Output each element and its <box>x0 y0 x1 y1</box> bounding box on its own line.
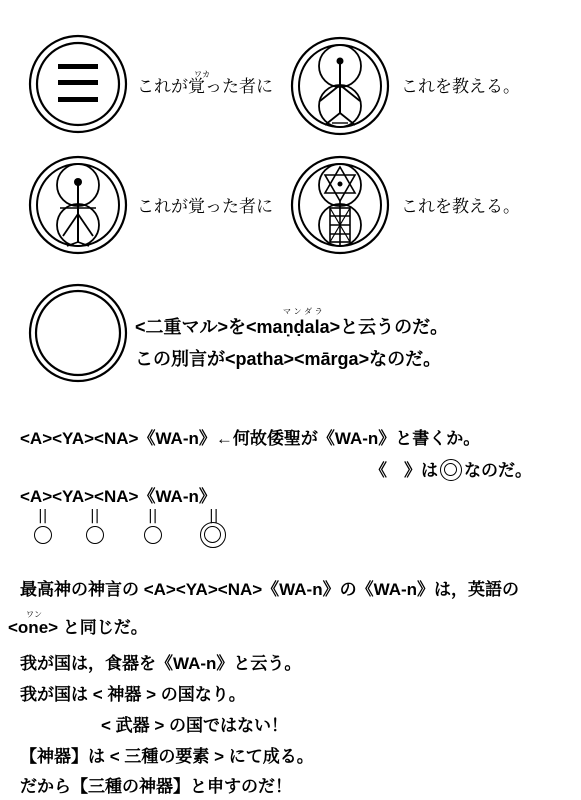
body-p1: 最高神の神言の <A><YA><NA>《WA-n》の《WA-n》は，英語の <box>20 580 520 599</box>
dot-figure-circle-symbol <box>27 154 129 256</box>
three-bars-circle-symbol <box>27 33 129 135</box>
equals-mark-wan: || <box>209 508 219 524</box>
body-p2: <one> と同じだ。 <box>8 618 148 637</box>
stick-figure-circle-symbol <box>289 35 391 137</box>
mandala-line-2: この別言が<patha><mārga>なのだ。 <box>135 349 442 369</box>
double-circle-glyph <box>440 459 462 481</box>
equals-mark-a: || <box>38 508 48 524</box>
mandala-line-1-b: >と云うのだ。 <box>329 317 449 337</box>
row1-left-text: これが覚った者に <box>137 77 273 97</box>
row2-right-text: これを教える。 <box>401 197 520 217</box>
wan-line-2-a: 《 》は <box>370 461 438 480</box>
circle-na <box>144 526 162 544</box>
row1-right-text: これを教える。 <box>401 77 520 97</box>
mandala-word: maṇḍala <box>256 317 330 337</box>
wan-line-3: <A><YA><NA>《WA-n》 <box>20 487 216 506</box>
wan-line-1: <A><YA><NA>《WA-n》←何故倭聖が《WA-n》と書くか。 <box>20 429 481 448</box>
circle-ya <box>86 526 104 544</box>
equals-mark-na: || <box>148 508 158 524</box>
ruby-wan: ワン <box>26 610 42 619</box>
ruby-mandala: マ ン ダ ラ <box>283 307 323 316</box>
ruby-waka: ワカ <box>194 70 210 79</box>
mandala-line-1 <box>135 318 448 336</box>
double-circle-symbol <box>27 282 129 384</box>
body-p7: だから【三種の神器】と申すのだ！ <box>20 777 292 796</box>
body-p3: 我が国は，食器を《WA-n》と云う。 <box>20 654 302 673</box>
wan-line-2 <box>370 459 532 481</box>
row2-left-text: これが覚った者に <box>137 197 273 217</box>
equals-mark-ya: || <box>90 508 100 524</box>
mandala-line-1-a: <二重マル>を< <box>135 317 257 337</box>
wan-line-2-b: なのだ。 <box>464 461 532 480</box>
body-p5: < 武器 > の国ではない！ <box>101 716 289 735</box>
circle-a <box>34 526 52 544</box>
body-p6: 【神器】は < 三種の要素 > にて成る。 <box>20 747 314 766</box>
double-circle-wan <box>200 522 226 548</box>
body-p4: 我が国は < 神器 > の国なり。 <box>20 685 246 704</box>
star-lattice-circle-symbol <box>289 154 391 256</box>
